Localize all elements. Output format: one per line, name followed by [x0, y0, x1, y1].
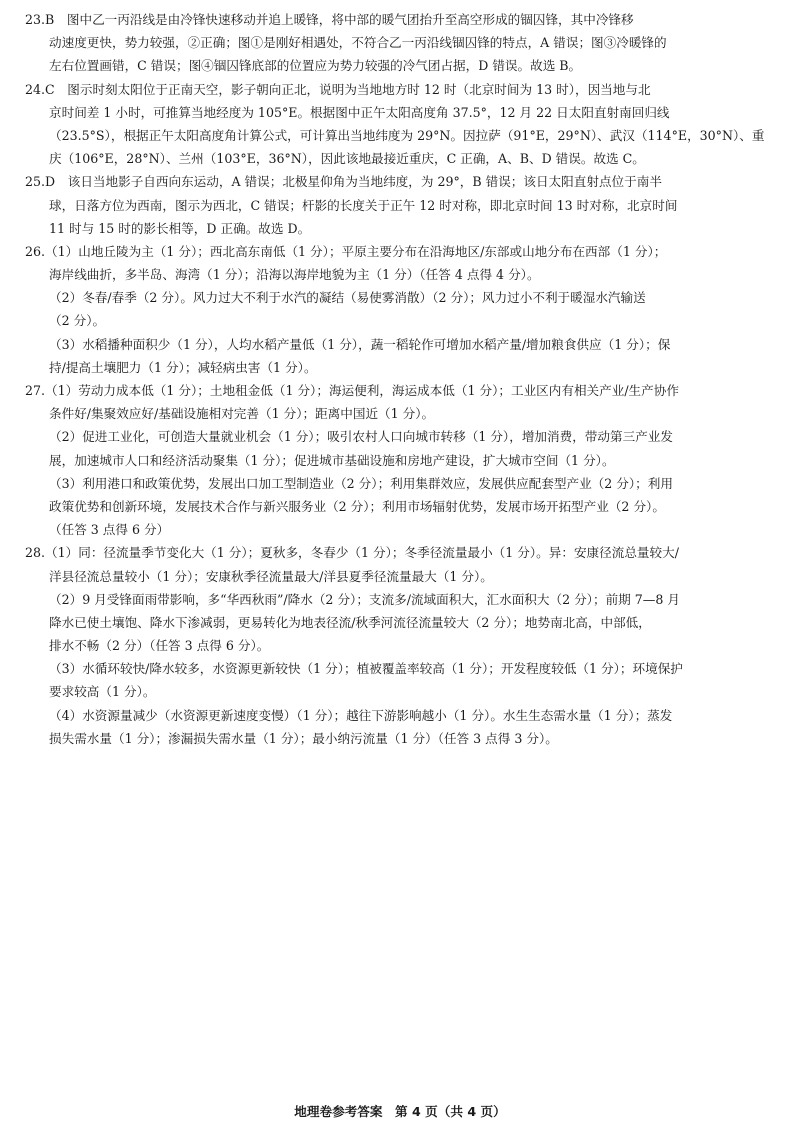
answer-line: 左右位置画错，C 错误；图④锢囚锋底部的位置应为势力较强的冷气团占据，D 错误。故选 B。 [49, 58, 582, 74]
answer-line: 条件好/集聚效应好/基础设施相对完善（1 分）；距离中国近（1 分）。 [49, 406, 435, 422]
answer-line: 动速度更快，势力较强，②正确；图①是刚好相遇处，不符合乙一丙沿线锢囚锋的特点，A 错误；图③冷暖锋的 [49, 35, 667, 51]
answer-line: 球，日落方位为西南，图示为西北，C 错误；杆影的长度关于正午 12 时对称，即北京时间 13 时对称，北京时间 [49, 197, 678, 213]
answer-line: 25.D 该日当地影子自西向东运动，A 错误；北极星仰角为当地纬度，为 29°，B 错误；该日太阳直射点位于南半 [25, 174, 662, 190]
answer-line: （4）水资源量减少（水资源更新速度变慢）（1 分）；越往下游影响越小（1 分）。水生生态需水量（1 分）；蒸发 [49, 707, 673, 723]
answer-line: （23.5°S），根据正午太阳高度角计算公式，可计算出当地纬度为 29°N。因拉萨（91°E，29°N）、武汉（114°E，30°N）、重 [49, 127, 765, 143]
answer-line: （3）水稻播种面积少（1 分），人均水稻产量低（1 分），蔬一稻轮作可增加水稻产量/增加粮食供应（1 分）；保 [49, 336, 671, 352]
answer-line: 洋县径流总量较小（1 分）；安康秋季径流量最大/洋县夏季径流量最大（1 分）。 [49, 568, 493, 584]
answer-line: 26.（1）山地丘陵为主（1 分）；西北高东南低（1 分）；平原主要分布在沿海地区/东部或山地分布在西部（1 分）； [25, 243, 667, 259]
answer-line: 损失需水量（1 分）；渗漏损失需水量（1 分）；最小纳污流量（1 分）（任答 3 点得 3 分）。 [49, 730, 558, 746]
answer-q23 [25, 8, 777, 78]
answer-line: 持/提高土壤肥力（1 分）；减轻病虫害（1 分）。 [49, 359, 317, 375]
answer-line: （2）促进工业化，可创造大量就业机会（1 分）；吸引农村人口向城市转移（1 分），增加消费，带动第三产业发 [49, 429, 673, 445]
answer-q28 [25, 541, 777, 750]
answer-q27 [25, 379, 777, 541]
answer-line: 展，加速城市人口和经济活动聚集（1 分）；促进城市基础设施和房地产建设，扩大城市空间（1 分）。 [49, 452, 615, 468]
answer-line: （2）9 月受锋面雨带影响，多“华西秋雨”/降水（2 分）；支流多/流域面积大，汇水面积大（2 分）；前期 7—8 月 [49, 591, 680, 607]
answer-line: 京时间差 1 小时，可推算当地经度为 105°E。根据图中正午太阳高度角 37.5°，12 月 22 日太阳直射南回归线 [49, 104, 670, 120]
answer-line: 28.（1）同：径流量季节变化大（1 分）；夏秋多，冬春少（1 分）；冬季径流量最小（1 分）。异：安康径流总量较大/ [25, 545, 679, 561]
answer-line: 24.C 图示时刻太阳位于正南天空，影子朝向正北，说明为当地地方时 12 时（北京时间为 13 时），因当地与北 [25, 81, 651, 97]
answer-line: （2）冬春/春季（2 分）。风力过大不利于水汽的凝结（易使雾消散）（2 分）；风力过小不利于暖湿水汽输送 [49, 290, 646, 306]
answer-q24 [25, 78, 777, 171]
answer-line: （任答 3 点得 6 分） [49, 522, 170, 538]
answer-line: 庆（106°E，28°N）、兰州（103°E，36°N），因此该地最接近重庆，C 正确，A、B、D 错误。故选 C。 [49, 151, 645, 167]
answer-line: 23.B 图中乙一丙沿线是由冷锋快速移动并追上暖锋，将中部的暖气团抬升至高空形成的锢囚锋，其中冷锋移 [25, 12, 634, 27]
answer-line: 11 时与 15 时的影长相等，D 正确。故选 D。 [49, 220, 311, 236]
answer-line: 海岸线曲折，多半岛、海湾（1 分）；沿海以海岸地貌为主（1 分）（任答 4 点得 4 分）。 [49, 267, 540, 283]
answer-page [25, 8, 777, 750]
answer-line: （3）利用港口和政策优势，发展出口加工型制造业（2 分）；利用集群效应，发展供应配套型产业（2 分）；利用 [49, 475, 673, 491]
answer-line: 政策优势和创新环境，发展技术合作与新兴服务业（2 分）；利用市场辐射优势，发展市场开拓型产业（2 分）。 [49, 498, 665, 514]
page-footer: 地理卷参考答案 第 4 页（共 4 页） [294, 1104, 506, 1119]
answer-line: 降水已使土壤饱、降水下渗减弱，更易转化为地表径流/秋季河流径流量较大（2 分）；地势南北高，中部低， [49, 614, 651, 630]
answer-line: 27.（1）劳动力成本低（1 分）；土地租金低（1 分）；海运便利，海运成本低（1 分）；工业区内有相关产业/生产协作 [25, 383, 679, 398]
answer-line: 排水不畅（2 分）（任答 3 点得 6 分）。 [49, 638, 270, 654]
answer-q25 [25, 170, 777, 240]
answer-line: 要求较高（1 分）。 [49, 684, 156, 700]
answer-line: （2 分）。 [49, 313, 106, 329]
answer-line: （3）水循环较快/降水较多，水资源更新较快（1 分）；植被覆盖率较高（1 分）；开发程度较低（1 分）；环境保护 [49, 661, 683, 677]
answer-q26 [25, 240, 777, 379]
